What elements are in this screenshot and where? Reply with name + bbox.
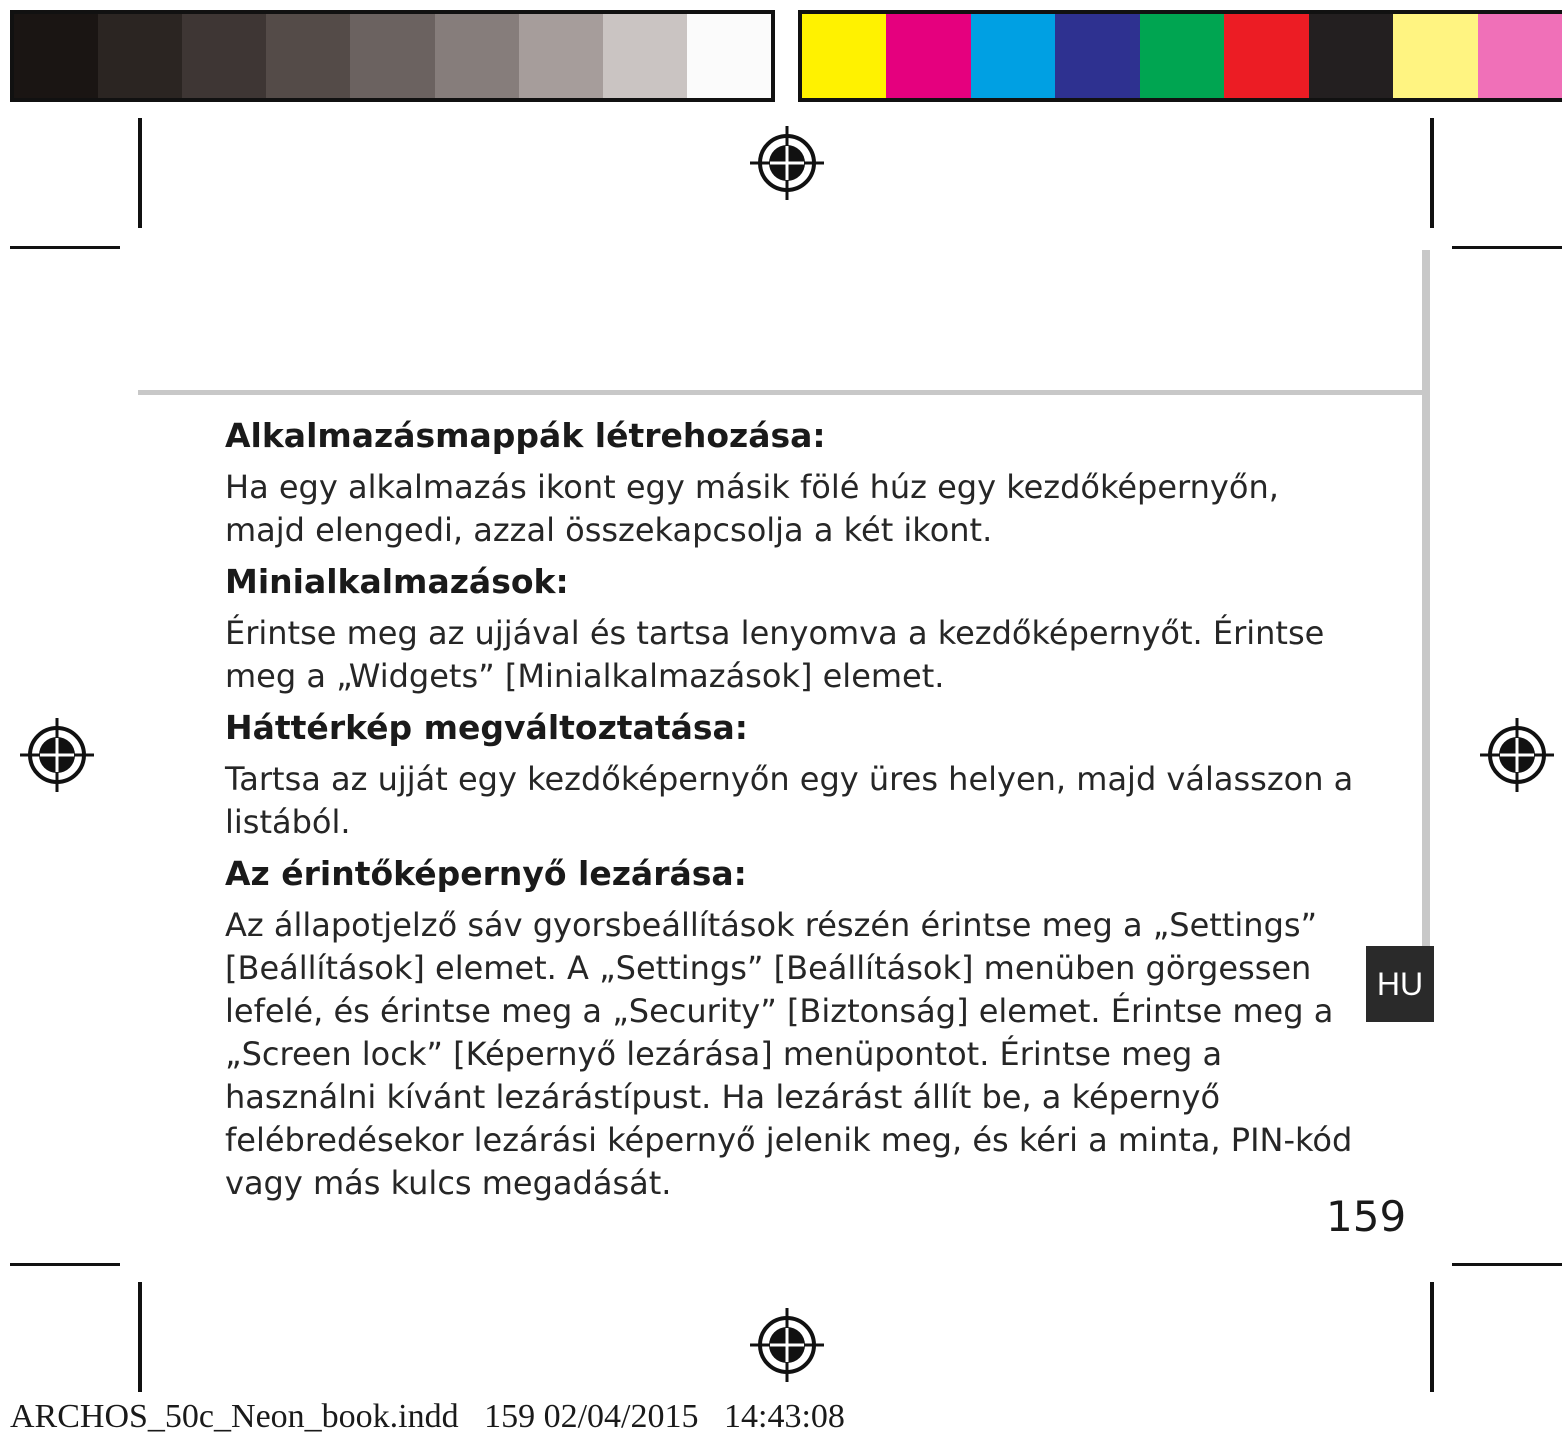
- section-text: Érintse meg az ujjával és tartsa lenyomva a kezdőképernyőt. Érintse meg a „Widgets” [Minialkalmazások] elemet.: [225, 614, 1325, 695]
- color-swatch: [1478, 14, 1562, 98]
- crop-mark-top-left-vertical: [138, 118, 142, 228]
- gray-swatch: [14, 14, 98, 98]
- crop-mark-top-right-vertical: [1430, 118, 1434, 228]
- registration-mark-icon: [748, 124, 826, 202]
- page-frame-right-rule: [1422, 250, 1430, 950]
- registration-mark-icon: [1478, 716, 1556, 794]
- section-heading: Alkalmazásmappák létrehozása:: [225, 416, 826, 455]
- page-number: 159: [1326, 1192, 1407, 1241]
- gray-swatch: [435, 14, 519, 98]
- color-swatch: [1224, 14, 1308, 98]
- section-widgets: [225, 556, 1365, 698]
- page-frame-top-rule: [138, 390, 1428, 395]
- color-swatch: [1055, 14, 1139, 98]
- gray-swatch: [98, 14, 182, 98]
- crop-mark-top-right-horizontal: [1452, 246, 1562, 249]
- section-screen-lock: [225, 848, 1365, 1205]
- grayscale-calibration-bar: [10, 10, 775, 102]
- gray-swatch: [350, 14, 434, 98]
- crop-mark-bottom-right-vertical: [1430, 1282, 1434, 1392]
- section-text: Az állapotjelző sáv gyorsbeállítások részén érintse meg a „Settings” [Beállítások] elemet. A „Settings” [Beállítások] menüben görgessen lefelé, és érintse meg a „Security” [Biztonság] elemet. Érintse meg a „Screen lock” [Képernyő lezárása] menüpontot. Érintse meg a használni kívánt lezárástípust. Ha lezárást állít be, a képernyő felébredésekor lezárási képernyő jelenik meg, és kéri a minta, PIN-kód vagy más kulcs megadását.: [225, 906, 1353, 1202]
- crop-mark-bottom-left-horizontal: [10, 1263, 120, 1266]
- gray-swatch: [182, 14, 266, 98]
- color-swatch: [802, 14, 886, 98]
- section-app-folders: [225, 410, 1365, 552]
- section-text: Tartsa az ujját egy kezdőképernyőn egy üres helyen, majd válasszon a listából.: [225, 760, 1354, 841]
- print-slug: ARCHOS_50c_Neon_book.indd 159 02/04/2015 14:43:08: [10, 1398, 845, 1435]
- gray-swatch: [603, 14, 687, 98]
- section-text: Ha egy alkalmazás ikont egy másik fölé húz egy kezdőképernyőn, majd elengedi, azzal összekapcsolja a két ikont.: [225, 468, 1279, 549]
- registration-mark-icon: [18, 716, 96, 794]
- page-content: [225, 410, 1365, 1209]
- registration-mark-icon: [748, 1306, 826, 1384]
- color-swatch: [1393, 14, 1477, 98]
- color-swatch: [1309, 14, 1393, 98]
- gray-swatch: [519, 14, 603, 98]
- color-swatch: [971, 14, 1055, 98]
- color-swatch: [886, 14, 970, 98]
- gray-swatch: [266, 14, 350, 98]
- language-tab: HU: [1366, 946, 1434, 1022]
- gray-swatch: [687, 14, 771, 98]
- crop-mark-bottom-left-vertical: [138, 1282, 142, 1392]
- color-swatch: [1140, 14, 1224, 98]
- crop-mark-bottom-right-horizontal: [1452, 1263, 1562, 1266]
- color-calibration-bar: [798, 10, 1562, 102]
- section-heading: Háttérkép megváltoztatása:: [225, 708, 748, 747]
- crop-mark-top-left-horizontal: [10, 246, 120, 249]
- section-heading: Az érintőképernyő lezárása:: [225, 854, 747, 893]
- section-heading: Minialkalmazások:: [225, 562, 569, 601]
- section-wallpaper: [225, 702, 1365, 844]
